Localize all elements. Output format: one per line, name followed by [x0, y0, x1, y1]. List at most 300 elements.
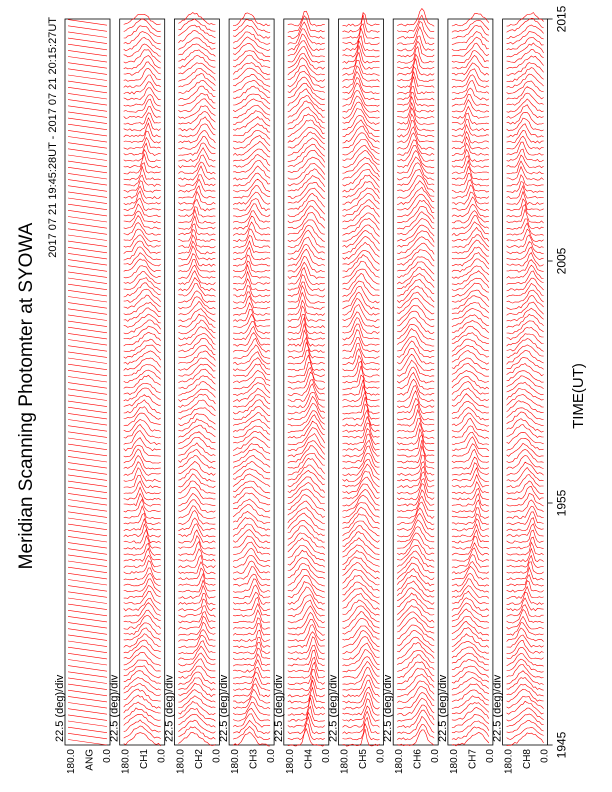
trace-line: [288, 220, 325, 235]
trace-line: [288, 434, 325, 451]
trace-line: [507, 401, 544, 413]
trace-line: [124, 241, 161, 254]
trace-line: [397, 15, 434, 32]
trace-line: [124, 419, 161, 431]
trace-line: [288, 421, 325, 438]
trace-line: [178, 727, 215, 739]
trace-line: [233, 235, 270, 247]
trace-line: [397, 21, 434, 38]
trace-line: [397, 410, 434, 426]
trace-line: [233, 630, 270, 641]
trace-line: [124, 714, 161, 727]
trace-line: [178, 593, 215, 604]
trace-line: [178, 622, 215, 635]
trace-line: [343, 182, 380, 198]
trace-line: [397, 446, 434, 463]
trace-line: [452, 376, 489, 389]
panel-traces: [452, 13, 489, 746]
panel-y-top-label: 180.0: [175, 749, 187, 775]
trace-line: [507, 493, 544, 506]
trace-line: [233, 279, 270, 291]
trace-line: [178, 314, 215, 327]
trace-line: [507, 388, 544, 400]
trace-line: [233, 309, 270, 321]
panel-y-bottom-label: 0.0: [211, 749, 223, 763]
trace-line: [507, 43, 544, 57]
trace-line: [233, 322, 270, 334]
trace-line: [507, 290, 544, 303]
trace-line: [288, 392, 325, 407]
trace-line: [178, 616, 215, 629]
trace-line: [397, 237, 434, 254]
trace-line: [452, 488, 489, 500]
trace-line: [124, 677, 161, 690]
trace-line: [124, 370, 161, 383]
trace-line: [178, 297, 215, 309]
trace-line: [178, 630, 215, 642]
trace-line: [124, 616, 161, 630]
trace-line: [397, 367, 434, 383]
x-axis-label: TIME(UT): [570, 363, 587, 429]
trace-line: [507, 247, 544, 260]
trace-line: [397, 170, 434, 186]
trace-line: [178, 469, 215, 482]
trace-line: [288, 127, 325, 142]
trace-line: [452, 37, 489, 51]
trace-line: [233, 20, 270, 33]
trace-line: [507, 605, 544, 617]
trace-line: [124, 44, 161, 57]
trace-line: [124, 579, 161, 593]
trace-line: [124, 598, 161, 611]
trace-line: [507, 438, 544, 450]
trace-line: [397, 257, 434, 271]
trace-line: [288, 71, 325, 87]
trace-line: [452, 732, 489, 746]
trace-line: [178, 683, 215, 696]
trace-line: [507, 364, 544, 376]
trace-line: [343, 675, 380, 690]
trace-line: [233, 474, 270, 487]
trace-line: [507, 99, 544, 112]
trace-line: [288, 16, 325, 33]
trace-line: [233, 286, 270, 297]
trace-line: [233, 637, 270, 648]
trace-line: [178, 175, 215, 186]
trace-line: [507, 623, 544, 636]
trace-line: [178, 369, 215, 383]
trace-line: [124, 543, 161, 555]
trace-line: [343, 386, 380, 402]
trace-line: [288, 546, 325, 562]
trace-line: [507, 562, 544, 574]
trace-line: [507, 530, 544, 543]
trace-line: [452, 482, 489, 494]
trace-line: [452, 302, 489, 313]
trace-line: [288, 157, 325, 173]
trace-line: [124, 163, 161, 174]
trace-line: [178, 672, 215, 685]
panel-ch4: [273, 11, 332, 774]
trace-line: [397, 181, 434, 199]
trace-line: [343, 52, 380, 69]
trace-line: [124, 375, 161, 388]
trace-line: [178, 400, 215, 413]
trace-line: [124, 113, 161, 125]
trace-line: [124, 68, 161, 81]
trace-line: [507, 609, 544, 623]
trace-line: [233, 247, 270, 260]
panel-scale-label: 22.5 (deg)/div: [436, 674, 449, 742]
trace-line: [452, 543, 489, 555]
trace-line: [178, 229, 215, 241]
panel-y-bottom-label: 0.0: [539, 749, 551, 763]
x-tick-label: 2015: [554, 5, 569, 33]
trace-line: [452, 609, 489, 623]
trace-line: [124, 138, 161, 150]
trace-line: [288, 632, 325, 648]
trace-line: [288, 415, 325, 433]
trace-line: [233, 43, 270, 56]
trace-line: [124, 283, 161, 297]
trace-line: [507, 500, 544, 512]
trace-line: [452, 371, 489, 383]
trace-line: [233, 229, 270, 242]
trace-line: [452, 113, 489, 124]
trace-line: [233, 511, 270, 523]
trace-line: [288, 169, 325, 186]
panel-channel-label: CH5: [358, 749, 369, 770]
trace-line: [397, 87, 434, 101]
trace-line: [178, 536, 215, 549]
panel-y-top-label: 180.0: [120, 749, 132, 775]
trace-line: [397, 163, 434, 180]
trace-line: [507, 443, 544, 456]
trace-line: [452, 457, 489, 469]
trace-line: [178, 506, 215, 519]
trace-line: [507, 265, 544, 278]
panel-traces: [288, 11, 325, 746]
panel-y-top-label: 180.0: [284, 749, 296, 775]
trace-line: [507, 664, 544, 678]
trace-line: [397, 267, 434, 284]
trace-line: [124, 695, 161, 708]
trace-line: [507, 684, 544, 696]
trace-line: [343, 495, 380, 511]
trace-line: [452, 149, 489, 161]
trace-line: [124, 204, 161, 217]
trace-line: [452, 598, 489, 611]
trace-line: [288, 465, 325, 480]
panel-channel-label: CH2: [193, 749, 205, 770]
trace-line: [452, 647, 489, 660]
panel-traces: [68, 20, 107, 745]
trace-line: [178, 74, 215, 88]
trace-line: [178, 55, 215, 68]
trace-line: [178, 327, 215, 340]
trace-line: [343, 626, 380, 640]
trace-line: [233, 714, 270, 727]
trace-line: [178, 99, 215, 112]
trace-line: [507, 229, 544, 241]
trace-line: [288, 46, 325, 63]
trace-line: [397, 219, 434, 235]
trace-line: [452, 94, 489, 106]
trace-line: [452, 672, 489, 683]
panel-y-top-label: 180.0: [503, 749, 515, 775]
trace-line: [178, 511, 215, 525]
trace-line: [178, 720, 215, 733]
trace-line: [343, 231, 380, 248]
panel-scale-label: 22.5 (deg)/div: [163, 674, 176, 742]
trace-line: [124, 513, 161, 524]
panel-traces: [233, 13, 270, 746]
trace-line: [288, 163, 325, 179]
trace-line: [124, 445, 161, 457]
trace-line: [124, 413, 161, 426]
trace-line: [452, 290, 489, 302]
panel-scale-label: 22.5 (deg)/div: [108, 674, 121, 742]
trace-line: [124, 143, 161, 155]
trace-line: [507, 653, 544, 666]
trace-line: [233, 55, 270, 68]
trace-line: [288, 193, 325, 209]
panel-channel-label: CH6: [412, 749, 424, 770]
trace-line: [124, 186, 161, 199]
trace-line: [397, 379, 434, 395]
trace-line: [233, 720, 270, 733]
trace-line: [343, 133, 380, 149]
trace-line: [124, 198, 161, 210]
trace-line: [452, 156, 489, 168]
panel-ch1: [109, 14, 168, 774]
trace-line: [452, 216, 489, 230]
trace-line: [507, 689, 544, 702]
panel-ang: [54, 19, 113, 774]
trace-line: [124, 32, 161, 44]
trace-line: [452, 32, 489, 45]
trace-line: [507, 640, 544, 653]
trace-line: [288, 526, 325, 543]
trace-line: [343, 206, 380, 222]
panel-y-bottom-label: 0.0: [484, 749, 496, 763]
trace-line: [178, 701, 215, 714]
trace-line: [507, 350, 544, 364]
trace-line: [178, 394, 215, 407]
x-tick-label: 2005: [554, 247, 569, 275]
trace-line: [124, 506, 161, 519]
trace-line: [507, 219, 544, 229]
trace-line: [288, 396, 325, 414]
trace-line: [452, 278, 489, 290]
panel-y-top-label: 180.0: [448, 749, 460, 775]
trace-line: [397, 716, 434, 733]
trace-line: [452, 690, 489, 702]
trace-line: [233, 204, 270, 217]
trace-line: [124, 395, 161, 407]
trace-line: [178, 690, 215, 703]
trace-line: [178, 474, 215, 488]
trace-line: [343, 471, 380, 487]
trace-line: [507, 395, 544, 408]
trace-line: [397, 151, 434, 168]
trace-line: [178, 574, 215, 586]
trace-line: [178, 309, 215, 322]
trace-line: [178, 461, 215, 475]
trace-line: [233, 654, 270, 666]
trace-line: [233, 461, 270, 474]
trace-line: [452, 519, 489, 531]
trace-line: [288, 372, 325, 389]
trace-line: [397, 354, 434, 371]
trace-line: [452, 266, 489, 279]
trace-line: [288, 262, 325, 278]
trace-line: [124, 272, 161, 284]
panel-scale-label: 22.5 (deg)/div: [218, 674, 231, 742]
trace-line: [233, 618, 270, 630]
trace-line: [507, 93, 544, 105]
trace-line: [288, 619, 325, 635]
trace-line: [288, 77, 325, 93]
trace-line: [124, 586, 161, 599]
trace-line: [343, 667, 380, 684]
panel-y-bottom-label: 0.0: [375, 749, 387, 763]
trace-line: [507, 32, 544, 45]
trace-line: [397, 146, 434, 162]
trace-line: [507, 278, 544, 291]
trace-line: [178, 493, 215, 506]
panel-channel-label: CH3: [248, 749, 260, 770]
trace-line: [233, 493, 270, 505]
trace-line: [452, 586, 489, 599]
trace-line: [288, 314, 325, 327]
trace-line: [397, 262, 434, 278]
trace-line: [178, 13, 215, 25]
panel-traces: [178, 13, 215, 746]
trace-line: [233, 684, 270, 697]
panel-traces: [397, 9, 434, 746]
trace-line: [288, 698, 325, 716]
trace-line: [233, 74, 270, 86]
trace-line: [124, 683, 161, 695]
trace-line: [288, 114, 325, 129]
trace-line: [124, 733, 161, 746]
trace-line: [397, 97, 434, 113]
trace-line: [178, 31, 215, 44]
trace-line: [507, 167, 544, 181]
trace-line: [124, 223, 161, 236]
trace-line: [452, 296, 489, 309]
trace-line: [178, 69, 215, 82]
trace-line: [233, 86, 270, 98]
trace-line: [178, 155, 215, 168]
trace-line: [452, 562, 489, 574]
trace-line: [507, 425, 544, 438]
trace-line: [507, 314, 544, 327]
x-tick-label: 1955: [554, 489, 569, 517]
trace-line: [288, 380, 325, 396]
trace-line: [178, 207, 215, 217]
trace-line: [288, 176, 325, 191]
trace-line: [288, 495, 325, 511]
panel-y-top-label: 180.0: [66, 749, 77, 775]
trace-line: [452, 508, 489, 519]
panel-y-bottom-label: 0.0: [430, 749, 442, 763]
trace-line: [343, 109, 380, 125]
trace-line: [124, 456, 161, 470]
x-tick-label: 1945: [554, 731, 569, 759]
trace-line: [507, 727, 544, 739]
chart-subtitle: 2017 07 21 19:45:28UT - 2017 07 21 20:15:27UT: [47, 17, 59, 258]
trace-line: [452, 180, 489, 193]
trace-line: [124, 351, 161, 365]
trace-line: [507, 161, 544, 174]
trace-line: [507, 678, 544, 691]
trace-line: [233, 567, 270, 580]
trace-line: [343, 163, 380, 180]
trace-line: [452, 253, 489, 266]
trace-line: [507, 475, 544, 488]
panel-channel-label: CH4: [303, 749, 315, 770]
trace-line: [343, 213, 380, 229]
trace-line: [178, 192, 215, 205]
trace-line: [233, 345, 270, 359]
trace-line: [233, 667, 270, 678]
trace-line: [178, 568, 215, 580]
trace-line: [288, 384, 325, 402]
trace-line: [343, 489, 380, 506]
trace-line: [178, 376, 215, 389]
chart-title: Meridian Scanning Photomter at SYOWA: [16, 222, 37, 570]
trace-line: [397, 484, 434, 500]
trace-line: [452, 227, 489, 241]
trace-line: [178, 612, 215, 623]
trace-line: [233, 105, 270, 118]
trace-line: [178, 487, 215, 499]
time-axis: [548, 5, 569, 758]
trace-line: [233, 426, 270, 438]
trace-line: [507, 701, 544, 714]
trace-line: [343, 724, 380, 740]
trace-line: [233, 99, 270, 112]
trace-line: [397, 687, 434, 703]
trace-line: [452, 315, 489, 327]
trace-line: [288, 230, 325, 248]
trace-line: [507, 260, 544, 273]
trace-line: [124, 19, 161, 32]
trace-line: [288, 729, 325, 746]
trace-line: [124, 229, 161, 242]
trace-line: [233, 444, 270, 456]
panel-scale-label: 22.5 (deg)/div: [54, 674, 66, 742]
trace-line: [452, 500, 489, 512]
trace-line: [178, 414, 215, 426]
trace-line: [233, 530, 270, 543]
angle-trace: [68, 20, 107, 745]
trace-line: [452, 463, 489, 475]
trace-line: [452, 69, 489, 82]
trace-line: [178, 136, 215, 149]
panel-y-bottom-label: 0.0: [156, 749, 168, 763]
trace-line: [233, 155, 270, 168]
trace-line: [452, 63, 489, 75]
trace-line: [288, 676, 325, 691]
panel-scale-label: 22.5 (deg)/div: [327, 674, 340, 742]
trace-line: [507, 112, 544, 124]
trace-line: [452, 388, 489, 401]
trace-line: [507, 149, 544, 162]
trace-line: [452, 345, 489, 357]
